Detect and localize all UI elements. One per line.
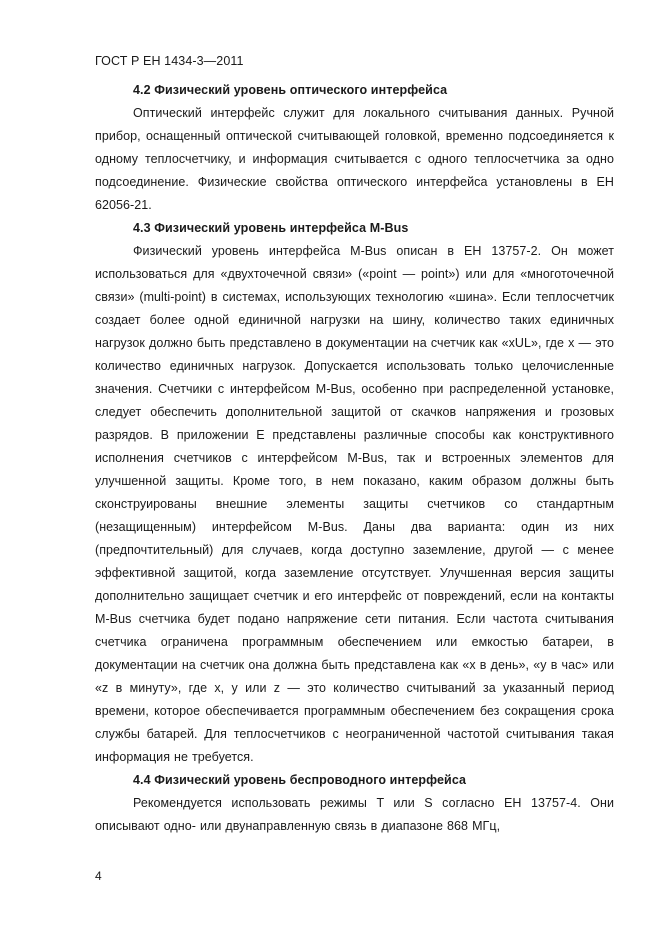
section-heading-4-3: 4.3 Физический уровень интерфейса M-Bus xyxy=(133,221,409,235)
document-code-header: ГОСТ Р ЕН 1434-3—2011 xyxy=(95,54,244,68)
section-heading-4-4: 4.4 Физический уровень беспроводного интерфейса xyxy=(133,773,467,787)
page-number: 4 xyxy=(95,869,102,883)
section-heading-4-2: 4.2 Физический уровень оптического интерфейса xyxy=(133,83,448,97)
section-paragraph-4-3: Физический уровень интерфейса M-Bus описан в ЕН 13757-2. Он может использоваться для «двухточечной связи» («point — point») или для «многоточечной связи» (multi-point) в системах, использующих технологию «шина». Если теплосчетчик создает более одной единичной нагрузки на шину, количество таких единичных нагрузок должно быть представлено в документации на счетчик как «xUL», где x — это количество единичных нагрузок. Допускается использовать только целочисленные значения. Счетчики с интерфейсом M-Bus, особенно при распределенной установке, следует обеспечить дополнительной защитой от скачков напряжения и грозовых разрядов. В приложении Е представлены различные способы как конструктивного исполнения счетчиков с интерфейсом M-Bus, так и встроенных элементов для улучшенной защиты. Кроме того, в нем показано, каким образом должны быть сконструированы внешние элементы защиты счетчиков со стандартным (незащищенным) интерфейсом M-Bus. Даны два варианта: один из них (предпочтительный) для случаев, когда доступно заземление, другой — с менее эффективной защитой, когда заземление отсутствует. Улучшенная версия защиты дополнительно защищает счетчик и его интерфейс от повреждений, если на контакты M-Bus счетчика будет подано напряжение сети питания. Если частота считывания счетчика ограничена программным обеспечением или емкостью батареи, в документации на счетчик она должна быть представлена как «x в день», «y в час» или «z в минуту», где x, y или z — это количество считываний за указанный период времени, которое обеспечивается программным обеспечением без сокращения срока службы батарей. Для теплосчетчиков с неограниченной частотой считывания такая информация не требуется. xyxy=(95,244,614,764)
section-paragraph-4-4: Рекомендуется использовать режимы T или S согласно ЕН 13757-4. Они описывают одно- или двунаправленную связь в диапазоне 868 МГц, xyxy=(95,796,614,833)
section-paragraph-4-2: Оптический интерфейс служит для локального считывания данных. Ручной прибор, оснащенный оптической считывающей головкой, временно подсоединяется к одному теплосчетчику, и информация считывается с одного теплосчетчика за одно подсоединение. Физические свойства оптического интерфейса установлены в ЕН 62056-21. xyxy=(95,106,614,212)
document-body xyxy=(95,79,614,838)
